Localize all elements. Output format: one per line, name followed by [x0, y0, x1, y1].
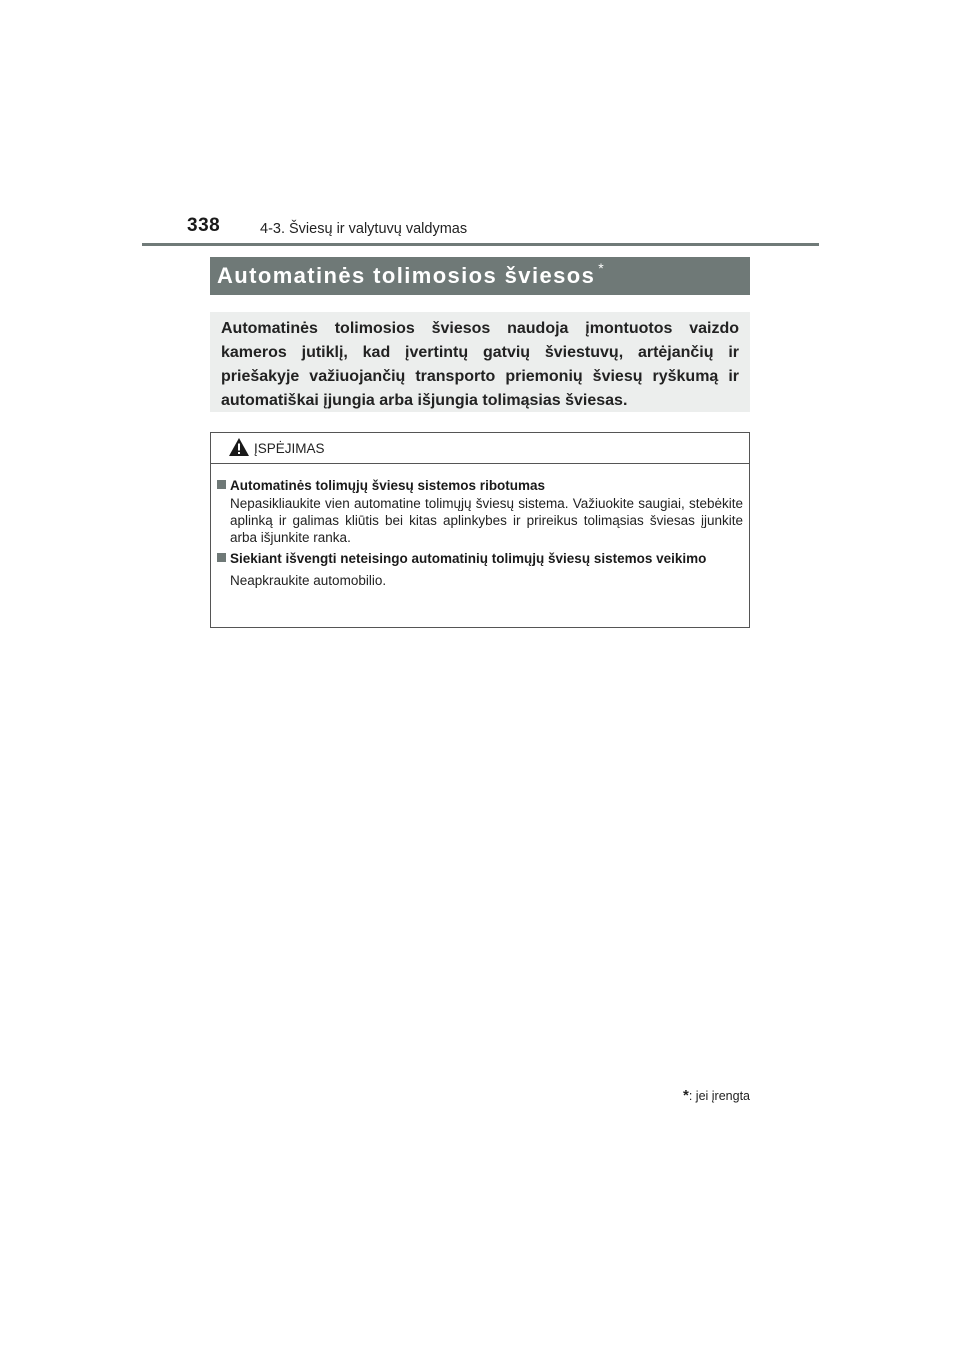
warning-item-text: Neapkraukite automobilio.: [230, 573, 387, 588]
warning-item: [216, 550, 743, 589]
warning-box: [210, 432, 750, 628]
header-rule: [142, 243, 819, 246]
equipment-asterisk-icon: *: [598, 260, 604, 276]
warning-item: [216, 477, 743, 546]
section-title-bar: [210, 257, 750, 295]
intro-box: [210, 312, 750, 412]
warning-title: ĮSPĖJIMAS: [254, 441, 325, 456]
page-number: 338: [187, 215, 221, 236]
footnote-text: : jei įrengta: [688, 1089, 750, 1103]
intro-text: Automatinės tolimosios šviesos naudoja įmontuotos vaizdo kameros jutiklį, kad įvertintų gatvių šviestuvų, artėjančių ir priešakyje važiuojančių transporto priemonių šviesų ryškumą ir automatiškai įjungia arba išjungia tolimąsias šviesas.: [221, 320, 739, 409]
breadcrumb: 4-3. Šviesų ir valytuvų valdymas: [260, 221, 468, 237]
bullet-square-icon: [217, 480, 226, 489]
bullet-square-icon: [217, 553, 226, 562]
section-title: Automatinės tolimosios šviesos: [217, 263, 596, 288]
warning-triangle-icon: [228, 437, 250, 457]
warning-header: [211, 433, 749, 464]
footnote-asterisk-icon: *: [683, 1087, 689, 1104]
footnote: [683, 1087, 750, 1104]
warning-item-heading: Siekiant išvengti neteisingo automatinių tolimųjų šviesų sistemos veikimo: [230, 551, 707, 566]
warning-item-text: Nepasikliaukite vien automatine tolimųjų šviesų sistema. Važiuokite saugiai, stebėkite aplinką ir galimas kliūtis bei kitas aplinkybes ir prireikus tolimąsias šviesas įjunkite arba išjunkite ranka.: [230, 496, 743, 545]
warning-body: [211, 464, 749, 589]
warning-item-heading: Automatinės tolimųjų šviesų sistemos ribotumas: [230, 478, 546, 493]
